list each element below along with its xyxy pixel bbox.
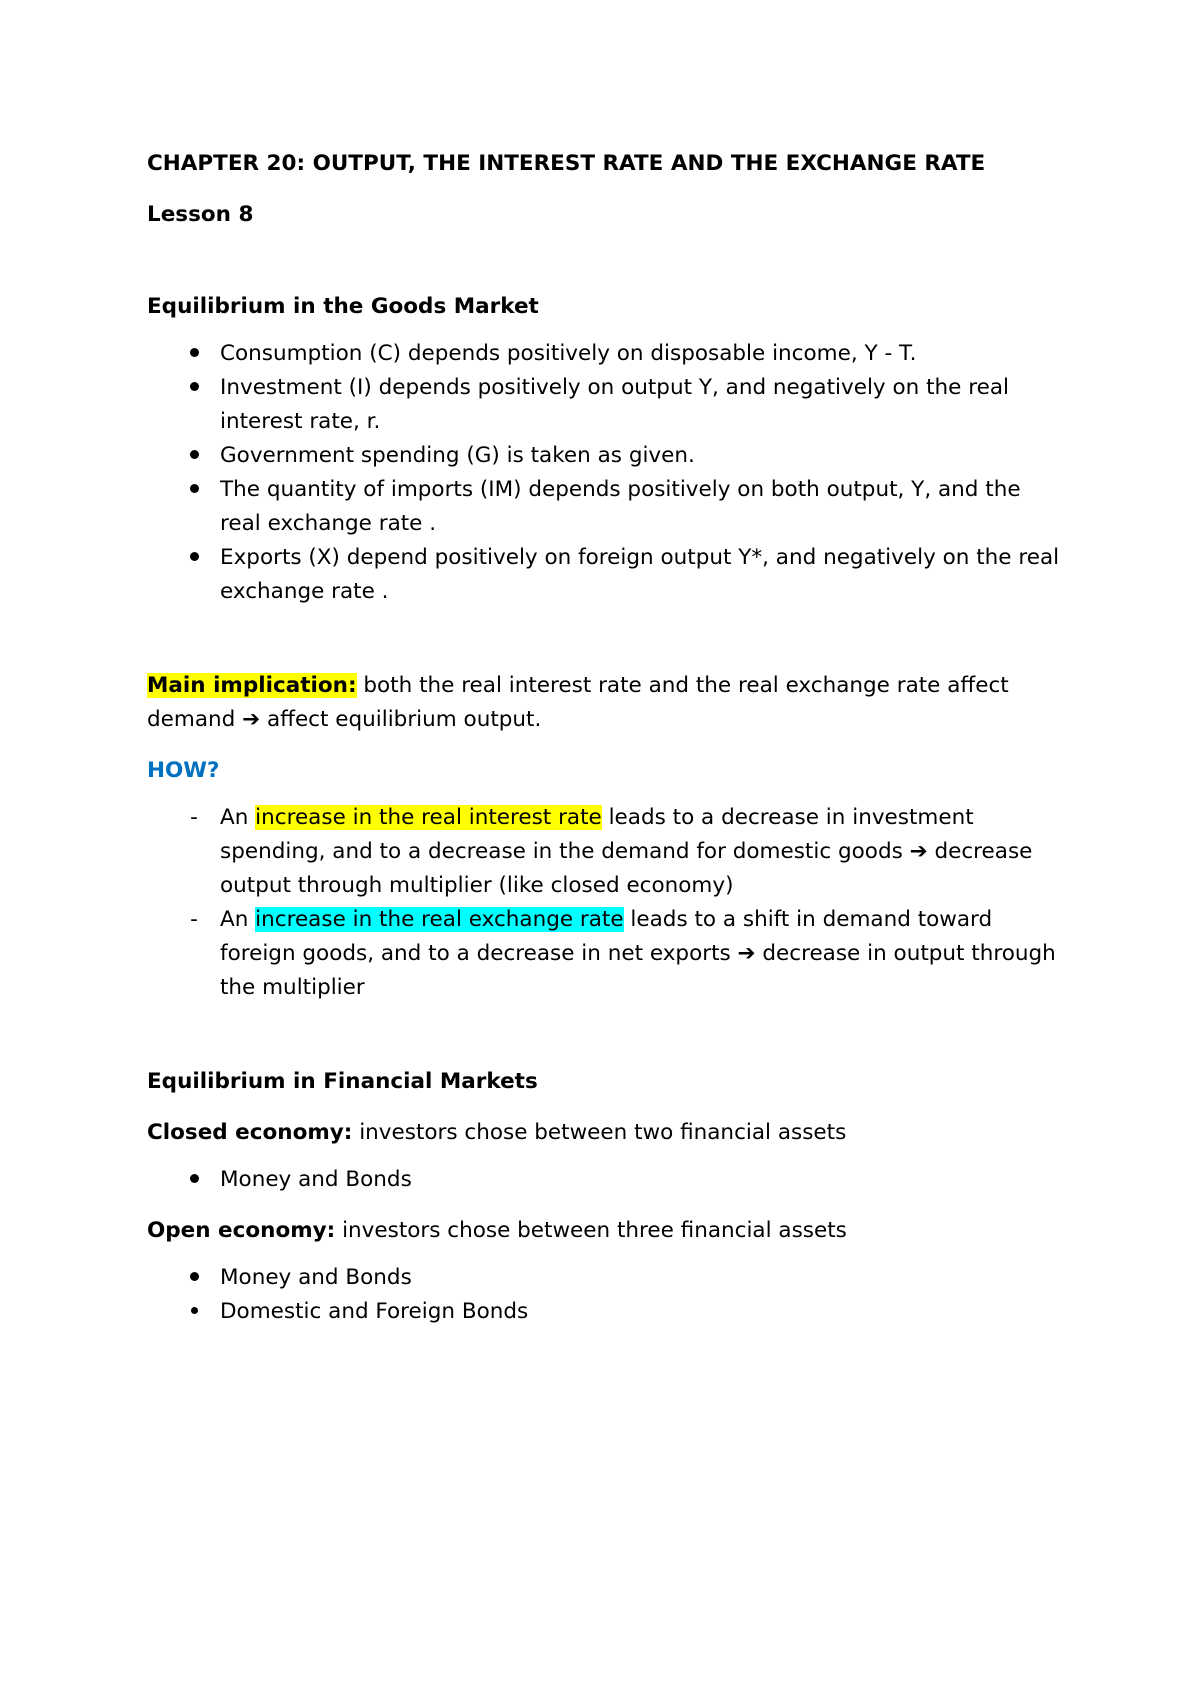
how-heading: HOW? xyxy=(147,758,220,783)
bullet-icon xyxy=(184,1163,204,1197)
list-item: The quantity of imports (IM) depends positively on both output, Y, and the real exchange rate . xyxy=(147,473,1067,541)
highlight-exchange-rate: increase in the real exchange rate xyxy=(255,907,624,932)
bullet-icon xyxy=(184,439,204,473)
bullet-icon xyxy=(184,1261,204,1295)
list-item: Government spending (G) is taken as given. xyxy=(147,439,1067,473)
goods-market-heading: Equilibrium in the Goods Market xyxy=(147,294,539,319)
list-item: Exports (X) depend positively on foreign output Y*, and negatively on the real exchange rate . xyxy=(147,541,1067,609)
list-item: Money and Bonds xyxy=(147,1163,1067,1197)
list-item: Domestic and Foreign Bonds xyxy=(147,1295,1067,1329)
dash-marker: - xyxy=(190,805,198,830)
open-economy-line: Open economy: investors chose between three financial assets xyxy=(147,1218,847,1243)
list-item: - An increase in the real exchange rate leads to a shift in demand toward foreign goods, and to a decrease in net exports ➔ decrease in output through the multiplier xyxy=(147,903,1067,1005)
bullet-icon xyxy=(184,337,204,371)
how-list xyxy=(147,801,1067,1005)
lesson-label: Lesson 8 xyxy=(147,202,254,227)
list-item: Money and Bonds xyxy=(147,1261,1067,1295)
list-item: Investment (I) depends positively on output Y, and negatively on the real interest rate, r. xyxy=(147,371,1067,439)
document-content xyxy=(147,147,1067,1329)
main-implication-label: Main implication: xyxy=(147,673,357,698)
bullet-icon xyxy=(184,473,204,507)
highlight-interest-rate: increase in the real interest rate xyxy=(255,805,602,830)
dash-marker: - xyxy=(190,907,198,932)
main-implication: Main implication: both the real interest rate and the real exchange rate affect demand ➔ affect equilibrium output. xyxy=(147,673,1009,732)
closed-economy-list xyxy=(147,1163,1067,1197)
bullet-icon xyxy=(184,1295,204,1329)
open-economy-list xyxy=(147,1261,1067,1329)
list-item: - An increase in the real interest rate leads to a decrease in investment spending, and to a decrease in the demand for domestic goods ➔ decrease output through multiplier (like closed economy) xyxy=(147,801,1067,903)
bullet-icon xyxy=(184,541,204,575)
chapter-title: CHAPTER 20: OUTPUT, THE INTEREST RATE AND THE EXCHANGE RATE xyxy=(147,151,986,176)
list-item: Consumption (C) depends positively on disposable income, Y - T. xyxy=(147,337,1067,371)
goods-market-list xyxy=(147,337,1067,609)
closed-economy-line: Closed economy: investors chose between two financial assets xyxy=(147,1120,847,1145)
bullet-icon xyxy=(184,371,204,405)
financial-markets-heading: Equilibrium in Financial Markets xyxy=(147,1069,538,1094)
